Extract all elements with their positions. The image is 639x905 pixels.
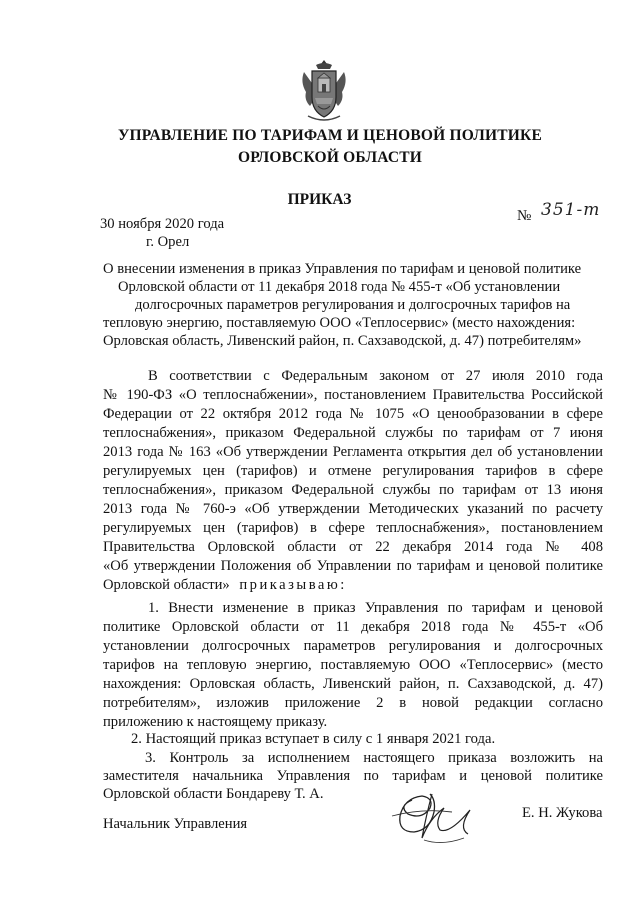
preamble-line: теплоснабжения», приказом Федеральной службы по тарифам от 7 июня <box>103 425 603 441</box>
preamble-line: «Об утверждении Положения об Управлении по тарифам и ценовой политике <box>103 558 603 574</box>
item-line: заместителя начальника Управления по тарифам и ценовой политике <box>103 768 603 784</box>
order-place: г. Орел <box>146 234 190 250</box>
document-type: ПРИКАЗ <box>287 191 352 208</box>
preamble-tail: Орловской области» <box>103 577 230 593</box>
preamble-line: Правительства Орловской области от 22 декабря 2014 года № 408 <box>103 539 603 555</box>
preamble-line: теплоснабжения», приказом Федеральной службы по тарифам от 13 июня <box>103 482 603 498</box>
preamble-line: регулируемых цен (тарифов) в сфере теплоснабжения», постановлением <box>103 520 603 536</box>
item-line: 3. Контроль за исполнением настоящего приказа возложить на <box>145 750 603 766</box>
handwritten-signature <box>372 786 484 848</box>
preamble-line: регулируемых цен (тарифов) и отмене регулирования тарифов в сфере <box>103 463 603 479</box>
item-line: потребителям», изложив приложение 2 в новой редакции согласно <box>103 695 603 711</box>
signatory-position: Начальник Управления <box>103 816 248 832</box>
coat-of-arms-icon <box>298 58 350 124</box>
subject-line: долгосрочных параметров регулирования и долгосрочных тарифов на <box>135 297 571 313</box>
signatory-name: Е. Н. Жукова <box>522 805 603 821</box>
number-sign: № <box>517 208 532 224</box>
order-date: 30 ноября 2020 года <box>100 216 225 232</box>
item-line: тарифов на тепловую энергию, поставляемую ООО «Теплосервис» (место <box>103 657 603 673</box>
item-line: политике Орловской области от 11 декабря 2018 года № 455-т «Об <box>103 619 603 635</box>
item-line: 1. Внести изменение в приказ Управления по тарифам и ценовой <box>148 600 603 616</box>
order-item-2: 2. Настоящий приказ вступает в силу с 1 января 2021 года. <box>131 731 496 747</box>
preamble-line: Федерации от 22 октября 2012 года № 1075 «О ценообразовании в сфере <box>103 406 603 422</box>
subject-line: тепловую энергию, поставляемую ООО «Теплосервис» (место нахождения: <box>103 315 576 331</box>
item-line: Орловской области Бондареву Т. А. <box>103 786 324 802</box>
preamble-line: 2013 года № 163 «Об утверждении Регламента открытия дел об установлении <box>103 444 603 460</box>
preamble-line: № 190-ФЗ «О теплоснабжении», постановлением Правительства Российской <box>103 387 603 403</box>
preamble-line: 2013 года № 760-э «Об утверждении Методических указаний по расчету <box>103 501 603 517</box>
preamble-last-line <box>103 577 347 594</box>
item-line: приложению к настоящему приказу. <box>103 714 328 730</box>
item-line: установлении долгосрочных параметров регулирования и долгосрочных <box>103 638 603 654</box>
subject-line: О внесении изменения в приказ Управления по тарифам и ценовой политике <box>103 261 582 277</box>
subject-line: Орловская область, Ливенский район, п. Сахзаводской, д. 47) потребителям» <box>103 333 582 349</box>
subject-line: Орловской области от 11 декабря 2018 года № 455-т «Об установлении <box>118 279 561 295</box>
item-line: нахождения: Орловская область, Ливенский район, п. Сахзаводской, д. 47) <box>103 676 603 692</box>
org-name-line-2: ОРЛОВСКОЙ ОБЛАСТИ <box>237 149 423 166</box>
org-name-line-1: УПРАВЛЕНИЕ ПО ТАРИФАМ И ЦЕНОВОЙ ПОЛИТИКЕ <box>117 127 543 144</box>
orders-word: приказываю: <box>239 577 347 593</box>
order-number: 351-т <box>541 200 601 220</box>
preamble-line: В соответствии с Федеральным законом от 27 июля 2010 года <box>148 368 603 384</box>
